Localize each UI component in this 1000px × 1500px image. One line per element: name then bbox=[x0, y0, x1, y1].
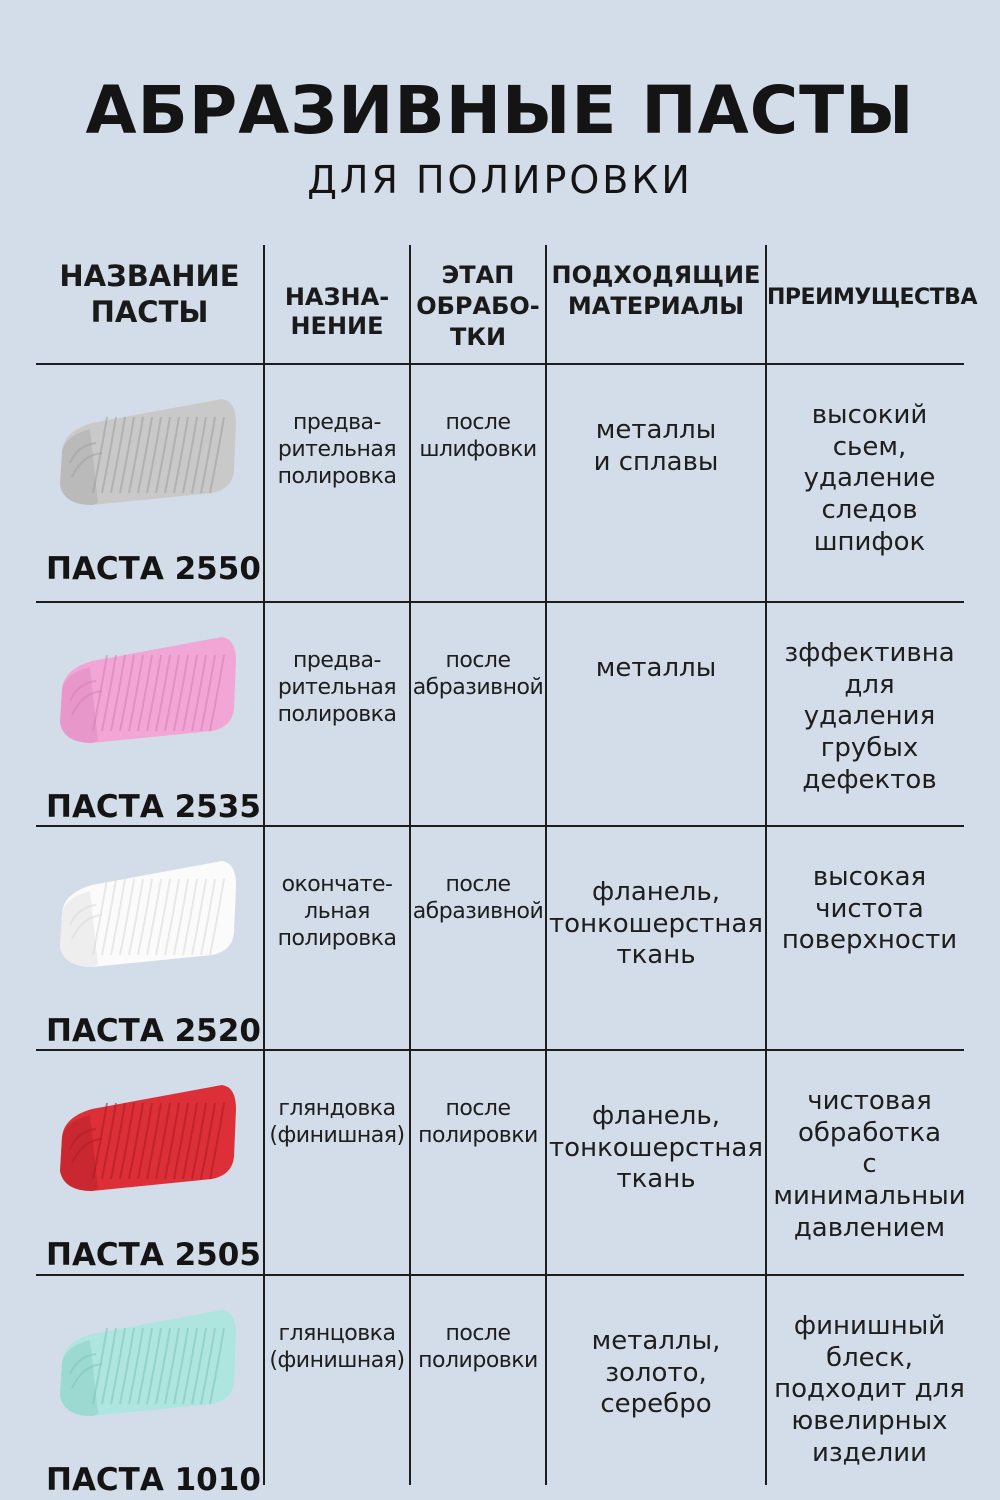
cell-line: после bbox=[445, 872, 511, 897]
paste-bar-image bbox=[52, 855, 238, 971]
cell-line: грубых дефектов bbox=[802, 733, 937, 795]
cell-purpose bbox=[265, 872, 409, 952]
cell-line: (финишная) bbox=[269, 1122, 405, 1148]
cell-line: полировки bbox=[418, 1347, 538, 1373]
cell-line: для bbox=[844, 669, 895, 700]
cell-line: ткань bbox=[616, 940, 696, 971]
cell-line: полировки bbox=[418, 1122, 538, 1148]
header-purpose: НАЗНА- НЕНИЕ bbox=[284, 283, 390, 341]
cell-line: после bbox=[445, 1321, 511, 1346]
cell-line: следов шпифок bbox=[813, 495, 926, 557]
cell-line: зффективна bbox=[784, 638, 955, 668]
cell-line: после bbox=[445, 648, 511, 673]
cell-line: абразивной bbox=[412, 674, 544, 700]
cell-materials bbox=[547, 1101, 765, 1196]
cell-line: металлы bbox=[595, 653, 717, 683]
cell-line: льная bbox=[304, 898, 370, 924]
cell-line: рительная bbox=[277, 674, 397, 700]
cell-line: обработка bbox=[797, 1117, 942, 1148]
cell-line: финишный bbox=[793, 1311, 946, 1341]
cell-line: с минимальныи bbox=[773, 1149, 966, 1212]
cell-advantages bbox=[767, 1086, 972, 1245]
cell-line: золото, bbox=[605, 1357, 707, 1388]
row-divider bbox=[36, 601, 964, 603]
cell-line: предва- bbox=[293, 410, 381, 435]
cell-line: фланель, bbox=[592, 1101, 720, 1131]
cell-line: чистота bbox=[815, 893, 924, 924]
cell-line: полировка bbox=[277, 701, 397, 727]
cell-advantages bbox=[767, 638, 972, 797]
cell-purpose bbox=[265, 1321, 409, 1375]
cell-line: окончате- bbox=[281, 872, 393, 897]
cell-line: чистовая bbox=[807, 1086, 932, 1116]
header-materials: ПОДХОДЯЩИЕ МАТЕРИАЛЫ bbox=[551, 261, 761, 321]
cell-purpose bbox=[265, 1096, 409, 1150]
header-stage: ЭТАП ОБРАБО- ТКИ bbox=[416, 261, 540, 352]
cell-line: металлы bbox=[595, 415, 717, 445]
cell-line: фланель, bbox=[592, 877, 720, 907]
paste-name: ПАСТА 2550 bbox=[46, 551, 261, 587]
paste-bar-image bbox=[52, 1079, 238, 1195]
page-title: АБРАЗИВНЫЕ ПАСТЫ bbox=[85, 72, 915, 149]
paste-name: ПАСТА 2520 bbox=[46, 1013, 261, 1049]
cell-line: серебро bbox=[600, 1389, 712, 1420]
paste-name: ПАСТА 1010 bbox=[46, 1462, 261, 1498]
cell-stage bbox=[411, 1321, 545, 1375]
cell-materials bbox=[547, 653, 765, 685]
cell-line: полировка bbox=[277, 463, 397, 489]
cell-materials bbox=[547, 877, 765, 972]
cell-line: сьем, bbox=[832, 431, 907, 462]
cell-line: тонкошерстная bbox=[549, 1132, 763, 1163]
cell-line: изделии bbox=[811, 1437, 928, 1468]
cell-line: гляндовка bbox=[278, 1096, 396, 1121]
page-subtitle: ДЛЯ ПОЛИРОВКИ bbox=[307, 158, 693, 202]
paste-name: ПАСТА 2535 bbox=[46, 789, 261, 825]
paste-name: ПАСТА 2505 bbox=[46, 1237, 261, 1273]
row-divider bbox=[36, 825, 964, 827]
cell-materials bbox=[547, 1326, 765, 1421]
cell-advantages bbox=[767, 1311, 972, 1470]
cell-stage bbox=[411, 410, 545, 464]
cell-line: глянцовка bbox=[278, 1321, 396, 1346]
paste-bar-image bbox=[52, 393, 238, 509]
cell-line: высокий bbox=[811, 400, 928, 430]
cell-line: после bbox=[445, 1096, 511, 1121]
cell-line: поверхности bbox=[781, 925, 958, 956]
cell-materials bbox=[547, 415, 765, 478]
cell-line: (финишная) bbox=[269, 1347, 405, 1373]
cell-advantages bbox=[767, 400, 972, 559]
paste-bar-image bbox=[52, 1304, 238, 1420]
cell-line: блеск, bbox=[826, 1342, 913, 1373]
cell-stage bbox=[411, 1096, 545, 1150]
cell-purpose bbox=[265, 410, 409, 490]
row-divider bbox=[36, 1049, 964, 1051]
cell-line: и сплавы bbox=[593, 446, 719, 477]
cell-stage bbox=[411, 872, 545, 926]
cell-line: рительная bbox=[277, 436, 397, 462]
cell-purpose bbox=[265, 648, 409, 728]
cell-line: удаление bbox=[803, 463, 936, 494]
cell-line: удаления bbox=[803, 701, 936, 732]
cell-line: высокая bbox=[812, 862, 927, 892]
cell-line: шлифовки bbox=[419, 436, 537, 462]
cell-line: ткань bbox=[616, 1164, 696, 1195]
header-advantages: ПРЕИМУЩЕСТВА bbox=[767, 285, 977, 310]
cell-line: подходит для bbox=[774, 1374, 965, 1405]
paste-bar-image bbox=[52, 631, 238, 747]
row-divider bbox=[36, 363, 964, 365]
cell-line: давлением bbox=[793, 1212, 946, 1243]
cell-line: после bbox=[445, 410, 511, 435]
cell-line: тонкошерстная bbox=[549, 908, 763, 939]
cell-line: абразивной bbox=[412, 898, 544, 924]
cell-advantages bbox=[767, 862, 972, 957]
cell-line: металлы, bbox=[591, 1326, 721, 1356]
cell-line: полировка bbox=[277, 925, 397, 951]
row-divider bbox=[36, 1274, 964, 1276]
header-name: НАЗВАНИЕ ПАСТЫ bbox=[59, 259, 240, 330]
cell-line: предва- bbox=[293, 648, 381, 673]
cell-line: ювелирных bbox=[791, 1406, 948, 1437]
cell-stage bbox=[411, 648, 545, 702]
